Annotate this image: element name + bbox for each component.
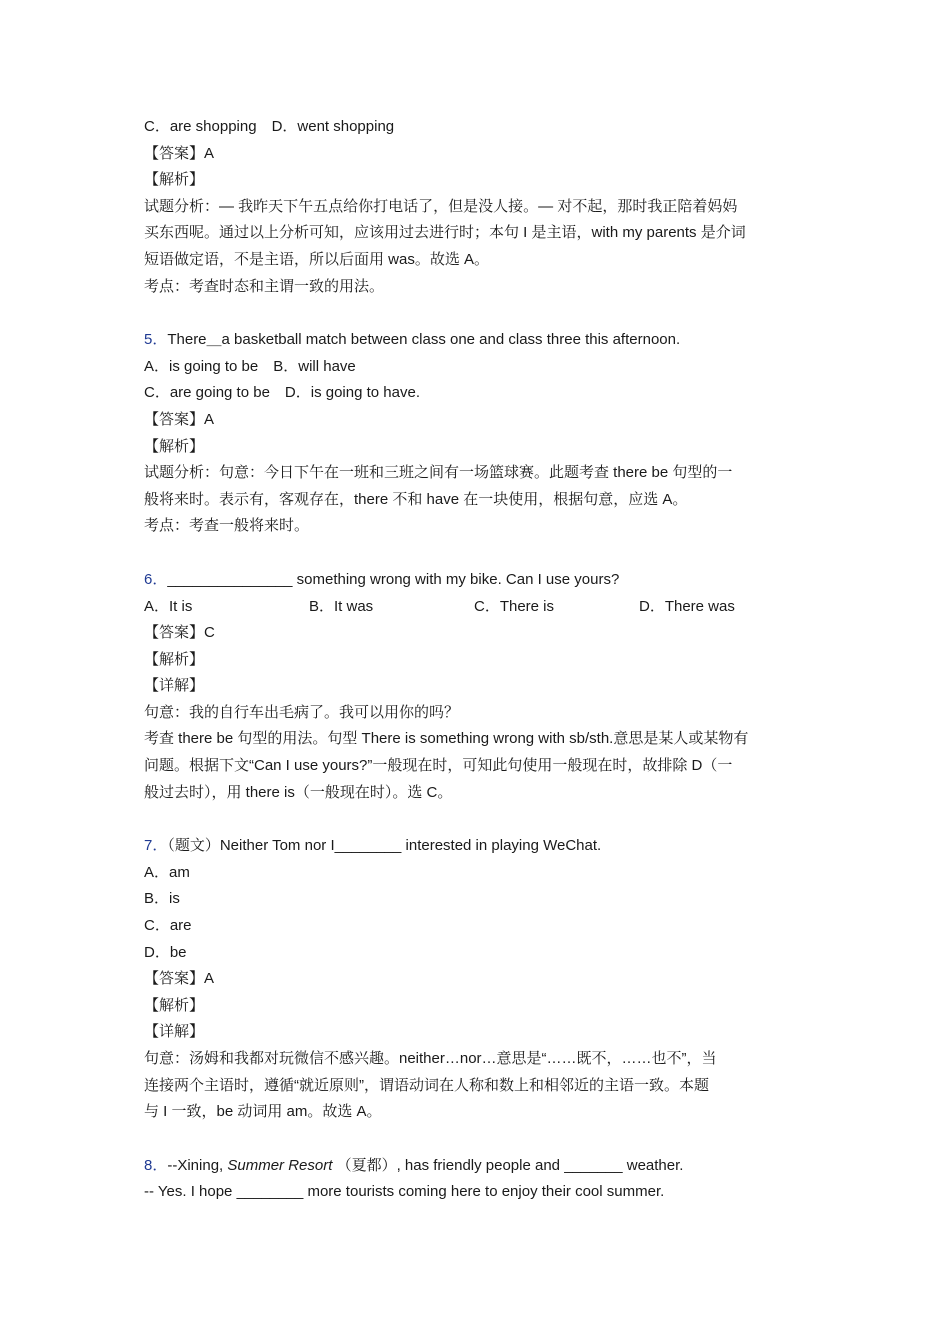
q4-analysis-line-1: 试题分析：— 我昨天下午五点给你打电话了，但是没人接。— 对不起，那时我正陪着妈妈 <box>144 197 738 215</box>
q4-point: 考点：考查时态和主谓一致的用法。 <box>144 277 385 295</box>
q6-stem-line <box>144 567 814 594</box>
q4-analysis-label: 【解析】 <box>144 171 205 189</box>
q7-answer: 【答案】A <box>144 970 215 988</box>
q6-stem: _______________ something wrong with my bike. Can I use yours? <box>167 570 620 588</box>
q5-analysis-line-2: 般将来时。表示有，客观存在，there 不和 have 在一块使用，根据句意，应选 A。 <box>144 490 688 508</box>
q6-answer: 【答案】C <box>144 624 215 642</box>
q5-analysis-label: 【解析】 <box>144 437 205 455</box>
q5-number: 5． <box>144 331 168 349</box>
q6-analysis-label: 【解析】 <box>144 650 205 668</box>
q5-stem-line <box>144 327 814 354</box>
q6-detail-line-3: 问题。根据下文“Can I use yours?”一般现在时，可知此句使用一般现在时，故排除 D（一 <box>144 757 733 775</box>
q8-line-2: -- Yes. I hope ________ more tourists coming here to enjoy their cool summer. <box>144 1183 665 1201</box>
q6-options <box>144 594 814 621</box>
document-page <box>144 114 814 1206</box>
q7-detail-line-2: 连接两个主语时，遵循“就近原则”，谓语动词在人称和数上和相邻近的主语一致。本题 <box>144 1076 709 1094</box>
q8-stem-pre: --Xining, <box>167 1156 228 1174</box>
q7-option-d: D．be <box>144 943 187 961</box>
q7-option-c: C．are <box>144 917 192 935</box>
q7-detail-label: 【详解】 <box>144 1023 205 1041</box>
q6-detail-label: 【详解】 <box>144 677 205 695</box>
q6-number: 6． <box>144 570 168 588</box>
q6-option-b: B．It was <box>309 597 374 615</box>
q7-option-b: B．is <box>144 890 180 908</box>
q4-answer: 【答案】A <box>144 144 215 162</box>
q7-detail-line-1: 句意：汤姆和我都对玩微信不感兴趣。neither…nor…意思是“……既不，……也不”，当 <box>144 1050 717 1067</box>
q5-analysis-line-1: 试题分析：句意：今日下午在一班和三班之间有一场篮球赛。此题考查 there be 句型的一 <box>144 464 733 482</box>
q5-point: 考点：考查一般将来时。 <box>144 517 310 535</box>
q7-number: 7． <box>144 837 168 855</box>
q4-analysis-line-3: 短语做定语，不是主语，所以后面用 was。故选 A。 <box>144 250 490 268</box>
q8-number: 8． <box>144 1156 168 1174</box>
q6-option-c: C．There is <box>474 597 555 615</box>
q6-detail-line-1: 句意：我的自行车出毛病了。我可以用你的吗？ <box>144 703 460 721</box>
q5-options-ab: A．is going to be B．will have <box>144 357 356 375</box>
q7-option-a: A．am <box>144 863 190 881</box>
q5-answer: 【答案】A <box>144 410 215 428</box>
q7-detail-line-3: 与 I 一致，be 动词用 am。故选 A。 <box>144 1103 382 1121</box>
q6-option-d: D．There was <box>639 597 735 615</box>
q5-options-cd: C．are going to be D．is going to have. <box>144 384 420 402</box>
q8-stem-italic: Summer Resort <box>227 1156 333 1174</box>
q8-stem-line <box>144 1153 814 1180</box>
q6-detail-line-2: 考查 there be 句型的用法。句型 There is something wrong with sb/sth.意思是某人或某物有 <box>144 730 749 748</box>
q4-options-cd: C．are shopping D．went shopping <box>144 118 395 135</box>
q4-analysis-line-2: 买东西呢。通过以上分析可知，应该用过去进行时；本句 I 是主语，with my parents 是介词 <box>144 224 746 242</box>
q7-stem-line <box>144 833 814 860</box>
q7-stem: （题文）Neither Tom nor I________ interested in playing WeChat. <box>167 837 602 855</box>
q8-stem-post: （夏都）, has friendly people and _______ weather. <box>332 1156 684 1174</box>
q6-detail-line-4: 般过去时），用 there is（一般现在时）。选 C。 <box>144 783 453 801</box>
q5-stem: There＿a basketball match between class one and class three this afternoon. <box>167 331 681 349</box>
q7-analysis-label: 【解析】 <box>144 996 205 1014</box>
q6-option-a: A．It is <box>144 597 193 615</box>
